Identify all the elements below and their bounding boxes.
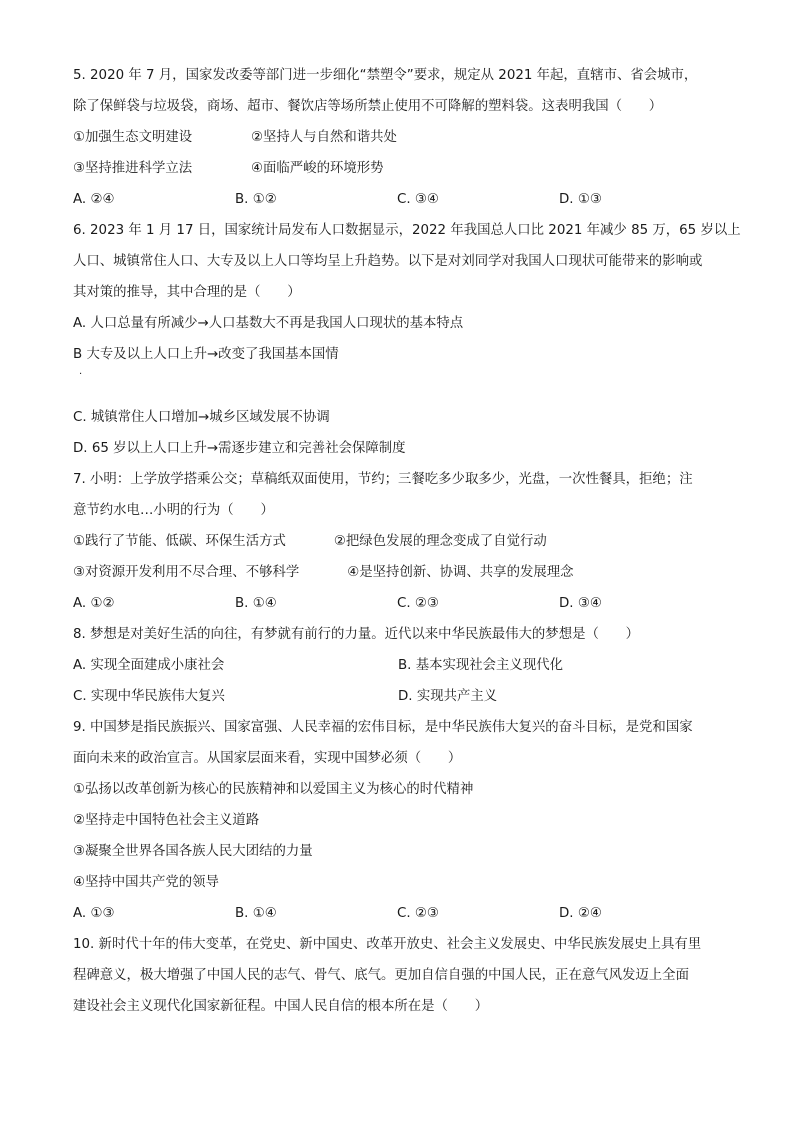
question-10-stem-line-1: 10. 新时代十年的伟大变革，在党史、新中国史、改革开放史、社会主义发展史、中华民族发展史上具有里 xyxy=(73,937,702,952)
question-10-stem-line-3: 建设社会主义现代化国家新征程。中国人民自信的根本所在是（ ） xyxy=(73,999,489,1014)
question-10-stem-line-2: 程碑意义，极大增强了中国人民的志气、骨气、底气。更加自信自强的中国人民，正在意气风发迈上全面 xyxy=(73,968,689,983)
statement-1: ①加强生态文明建设 xyxy=(73,130,193,145)
option-a[interactable]: A. ②④ xyxy=(73,192,115,207)
question-10 xyxy=(73,929,723,1022)
question-8-stem-line-1: 8. 梦想是对美好生活的向往，有梦就有前行的力量。近代以来中华民族最伟大的梦想是（ ） xyxy=(73,627,640,642)
question-7-statements-row-1 xyxy=(73,526,723,557)
stray-dot: · xyxy=(79,369,83,380)
option-d[interactable]: D. ①③ xyxy=(559,192,602,207)
option-b[interactable]: B. ①④ xyxy=(235,906,277,921)
question-6-stem-line-1: 6. 2023 年 1 月 17 日，国家统计局发布人口数据显示，2022 年我国总人口比 2021 年减少 85 万，65 岁以上 xyxy=(73,223,741,238)
statement-3: ③坚持推进科学立法 xyxy=(73,161,193,176)
option-b[interactable]: B. 基本实现社会主义现代化 xyxy=(398,658,563,673)
option-d[interactable]: D. 实现共产主义 xyxy=(398,689,498,704)
question-5-stem-line-2: 除了保鲜袋与垃圾袋，商场、超市、餐饮店等场所禁止使用不可降解的塑料袋。这表明我国（ ） xyxy=(73,99,663,114)
question-7-stem-line-1: 7. 小明：上学放学搭乘公交；草稿纸双面使用，节约；三餐吃多少取多少，光盘，一次性餐具，拒绝；注 xyxy=(73,472,693,487)
question-6-stem-line-2: 人口、城镇常住人口、大专及以上人口等均呈上升趋势。以下是对刘同学对我国人口现状可能带来的影响或 xyxy=(73,254,703,269)
question-5-statements-row-1 xyxy=(73,122,723,153)
question-9-options xyxy=(73,898,723,929)
option-d[interactable]: D. ③④ xyxy=(559,596,602,611)
option-b[interactable]: B. ①④ xyxy=(235,596,277,611)
question-9-stem-line-2: 面向未来的政治宣言。从国家层面来看，实现中国梦必须（ ） xyxy=(73,751,462,766)
question-7-statements-row-2 xyxy=(73,557,723,588)
question-7 xyxy=(73,464,723,619)
statement-3: ③凝聚全世界各国各族人民大团结的力量 xyxy=(73,844,313,859)
option-b[interactable]: B 大专及以上人口上升→改变了我国基本国情 xyxy=(73,347,339,362)
question-5-stem-line-1: 5. 2020 年 7 月，国家发改委等部门进一步细化“禁塑令”要求，规定从 2021 年起，直辖市、省会城市， xyxy=(73,68,698,83)
statement-4: ④坚持中国共产党的领导 xyxy=(73,875,219,890)
option-a[interactable]: A. ①② xyxy=(73,596,115,611)
statement-2: ②坚持人与自然和谐共处 xyxy=(251,130,397,145)
exam-page xyxy=(73,60,741,1022)
question-8-options-row-1 xyxy=(73,650,723,681)
option-c[interactable]: C. ②③ xyxy=(397,596,439,611)
option-c[interactable]: C. ③④ xyxy=(397,192,439,207)
question-6 xyxy=(73,215,741,464)
question-5 xyxy=(73,60,723,215)
option-b[interactable]: B. ①② xyxy=(235,192,277,207)
option-c[interactable]: C. 城镇常住人口增加→城乡区域发展不协调 xyxy=(73,410,330,425)
option-d[interactable]: D. ②④ xyxy=(559,906,602,921)
question-8-options-row-2 xyxy=(73,681,723,712)
statement-1: ①践行了节能、低碳、环保生活方式 xyxy=(73,534,286,549)
statement-4: ④面临严峻的环境形势 xyxy=(251,161,384,176)
question-6-stem-line-3: 其对策的推导，其中合理的是（ ） xyxy=(73,285,301,300)
statement-2: ②把绿色发展的理念变成了自觉行动 xyxy=(333,534,547,549)
option-a[interactable]: A. 人口总量有所减少→人口基数大不再是我国人口现状的基本特点 xyxy=(73,316,464,331)
question-9-stem-line-1: 9. 中国梦是指民族振兴、国家富强、人民幸福的宏伟目标，是中华民族伟大复兴的奋斗目标，是党和国家 xyxy=(73,720,693,735)
question-5-options xyxy=(73,184,723,215)
option-c[interactable]: C. 实现中华民族伟大复兴 xyxy=(73,689,225,704)
statement-4: ④是坚持创新、协调、共享的发展理念 xyxy=(347,565,574,580)
statement-1: ①弘扬以改革创新为核心的民族精神和以爱国主义为核心的时代精神 xyxy=(73,782,474,797)
option-a[interactable]: A. ①③ xyxy=(73,906,115,921)
statement-3: ③对资源开发利用不尽合理、不够科学 xyxy=(73,565,300,580)
question-7-options xyxy=(73,588,723,619)
question-9 xyxy=(73,712,723,929)
question-8 xyxy=(73,619,723,712)
option-c[interactable]: C. ②③ xyxy=(397,906,439,921)
option-d[interactable]: D. 65 岁以上人口上升→需逐步建立和完善社会保障制度 xyxy=(73,441,406,456)
option-a[interactable]: A. 实现全面建成小康社会 xyxy=(73,658,225,673)
question-5-statements-row-2 xyxy=(73,153,723,184)
statement-2: ②坚持走中国特色社会主义道路 xyxy=(73,813,260,828)
question-7-stem-line-2: 意节约水电…小明的行为（ ） xyxy=(73,503,274,518)
stray-dot-row xyxy=(73,370,723,402)
